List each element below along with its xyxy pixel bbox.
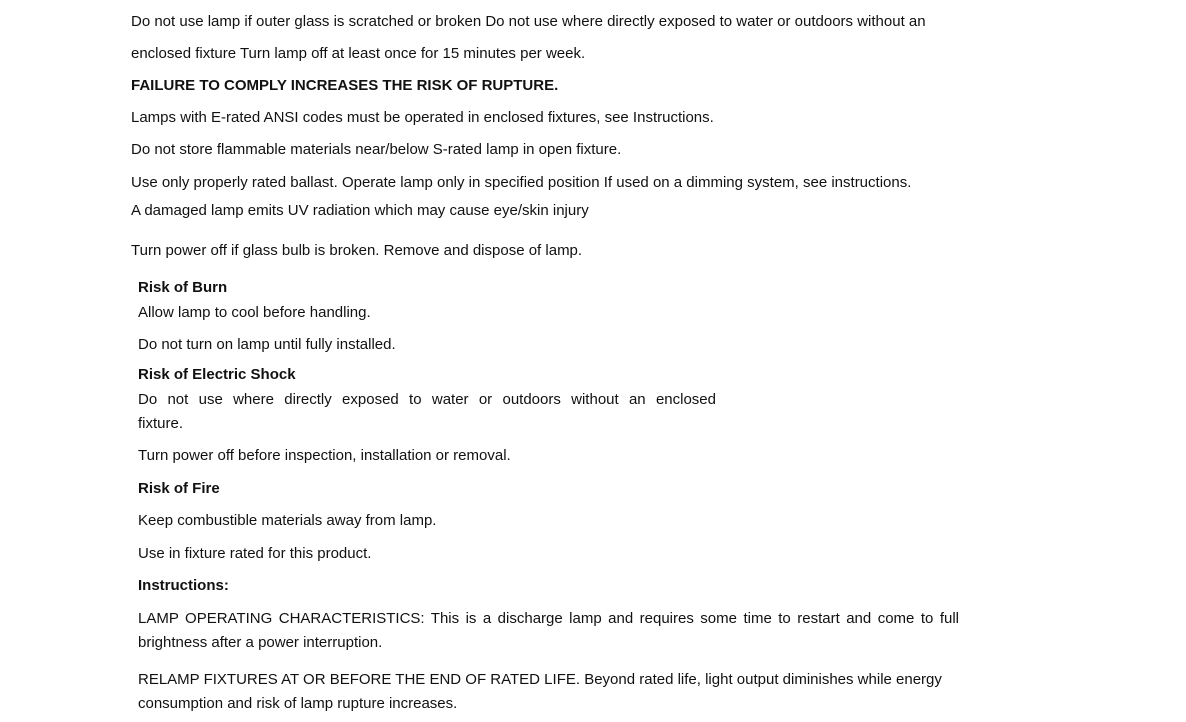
risk-of-electric-shock-heading: Risk of Electric Shock [138, 366, 296, 383]
shock-item: Turn power off before inspection, installation or removal. [138, 447, 511, 464]
fire-item: Keep combustible materials away from lamp. [138, 512, 437, 529]
risk-of-fire-heading: Risk of Fire [138, 480, 220, 497]
warning-text: Turn power off if glass bulb is broken. Remove and dispose of lamp. [131, 242, 583, 259]
fire-item: Use in fixture rated for this product. [138, 545, 372, 562]
instructions-paragraph-continued: brightness after a power interruption. [138, 634, 383, 651]
warning-text: Do not store flammable materials near/below S-rated lamp in open fixture. [131, 141, 622, 158]
instructions-paragraph: LAMP OPERATING CHARACTERISTICS: This is a discharge lamp and requires some time to restart and come to full [138, 610, 959, 627]
instructions-heading: Instructions: [138, 577, 229, 594]
shock-item: Do not use where directly exposed to water or outdoors without an enclosed [138, 391, 716, 408]
warning-text: enclosed fixture Turn lamp off at least once for 15 minutes per week. [131, 45, 586, 62]
warning-text: Lamps with E-rated ANSI codes must be operated in enclosed fixtures, see Instructions. [131, 109, 714, 126]
warning-text: A damaged lamp emits UV radiation which may cause eye/skin injury [131, 202, 589, 219]
instructions-paragraph-continued: consumption and risk of lamp rupture increases. [138, 695, 458, 712]
shock-item-continued: fixture. [138, 415, 184, 432]
warning-text: Use only properly rated ballast. Operate lamp only in specified position If used on a dimming system, see instructions. [131, 174, 912, 191]
rupture-warning-heading: FAILURE TO COMPLY INCREASES THE RISK OF RUPTURE. [131, 77, 559, 94]
burn-item: Allow lamp to cool before handling. [138, 304, 371, 321]
burn-item: Do not turn on lamp until fully installed. [138, 336, 396, 353]
warning-text: Do not use lamp if outer glass is scratched or broken Do not use where directly exposed to water or outdoors without an [131, 13, 926, 30]
risk-of-burn-heading: Risk of Burn [138, 279, 228, 296]
instructions-paragraph: RELAMP FIXTURES AT OR BEFORE THE END OF RATED LIFE. Beyond rated life, light output diminishes while energy [138, 671, 942, 688]
